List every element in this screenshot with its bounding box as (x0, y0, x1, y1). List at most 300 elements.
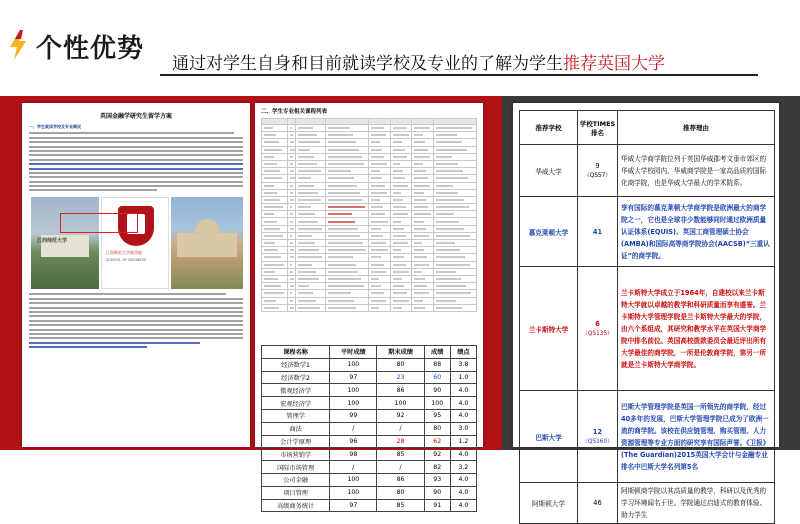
header-school: 推荐学校 (520, 111, 578, 145)
grid-row (262, 247, 477, 254)
page-subtitle (172, 49, 665, 74)
grades-cell-regular: 99 (330, 409, 377, 422)
grid-cell (296, 240, 326, 247)
grades-cell-final: 23 (377, 371, 424, 384)
grid-cell (262, 132, 288, 139)
grid-cell (369, 254, 391, 261)
grades-cell-score: 88 (424, 358, 450, 371)
grades-cell-course: 管理学 (262, 409, 330, 422)
grid-cell (326, 268, 369, 275)
grades-cell-regular: 97 (330, 371, 377, 384)
grades-cell-course: 高级商务统计 (262, 499, 330, 512)
grid-cell (390, 240, 412, 247)
grid-cell (369, 182, 391, 189)
recommendation-row (520, 483, 775, 524)
grid-cell (412, 168, 434, 175)
grid-cell (326, 160, 369, 167)
grid-cell (390, 182, 412, 189)
grades-cell-course: 项目管理 (262, 486, 330, 499)
grid-cell (262, 211, 288, 218)
grid-cell (433, 189, 476, 196)
grid-cell (369, 132, 391, 139)
grid-cell (287, 175, 296, 182)
grades-row (262, 448, 477, 461)
grid-cell (296, 247, 326, 254)
recommendation-document (513, 103, 779, 519)
doc1-section-heading: 一、学生就读学校及专业概况 (29, 124, 81, 129)
grades-table (261, 345, 477, 512)
grid-row (262, 175, 477, 182)
grid-cell (262, 268, 288, 275)
grid-cell (369, 304, 391, 311)
grid-cell (412, 304, 434, 311)
grid-row (262, 153, 477, 160)
grid-cell (369, 268, 391, 275)
grid-cell (326, 304, 369, 311)
grades-cell-score: 91 (424, 499, 450, 512)
grades-cell-regular: 97 (330, 499, 377, 512)
grades-cell-gpa: 3.2 (450, 461, 476, 474)
grades-header-course: 课程名称 (262, 346, 330, 359)
grades-cell-gpa: 4.0 (450, 486, 476, 499)
grades-cell-score: 80 (424, 422, 450, 435)
grades-cell-final: 85 (377, 448, 424, 461)
grades-cell-score: 60 (424, 371, 450, 384)
grid-cell (326, 132, 369, 139)
grid-cell (412, 275, 434, 282)
grid-cell (369, 175, 391, 182)
grid-cell (296, 204, 326, 211)
grid-cell (412, 204, 434, 211)
grid-cell (412, 290, 434, 297)
grid-cell (326, 168, 369, 175)
school-rank (578, 145, 618, 197)
grid-cell (287, 196, 296, 203)
grid-cell (296, 139, 326, 146)
grid-cell (369, 189, 391, 196)
grid-cell (296, 304, 326, 311)
photo2-label: 江西师范大学商学院 (106, 250, 142, 256)
grades-cell-regular: 100 (330, 397, 377, 410)
grid-cell (412, 283, 434, 290)
grid-row (262, 160, 477, 167)
recommendation-row (520, 197, 775, 267)
grid-cell (369, 196, 391, 203)
grades-cell-gpa: 1.2 (450, 435, 476, 448)
grades-row (262, 371, 477, 384)
grid-cell (262, 204, 288, 211)
grid-cell (326, 254, 369, 261)
grid-cell (287, 153, 296, 160)
course-list-document (255, 103, 483, 510)
grid-cell (390, 283, 412, 290)
photo2-sublabel: SCHOOL OF BUSINESS (106, 258, 147, 263)
grid-cell (326, 153, 369, 160)
grid-row (262, 254, 477, 261)
grid-row (262, 182, 477, 189)
grades-cell-final: 85 (377, 499, 424, 512)
grades-cell-gpa: 4.0 (450, 448, 476, 461)
grid-cell (412, 218, 434, 225)
grid-cell (433, 247, 476, 254)
header-reason: 推荐理由 (618, 111, 775, 145)
grid-cell (390, 290, 412, 297)
grid-cell (287, 211, 296, 218)
grid-cell (326, 211, 369, 218)
grid-cell (262, 240, 288, 247)
grid-cell (287, 297, 296, 304)
grid-cell (262, 139, 288, 146)
grid-row (262, 232, 477, 239)
university-gate-photo (31, 197, 99, 289)
grades-cell-score: 62 (424, 435, 450, 448)
title-underline (160, 74, 758, 76)
grid-cell (433, 218, 476, 225)
grid-cell (390, 168, 412, 175)
grid-cell (287, 247, 296, 254)
grid-cell (296, 189, 326, 196)
grid-cell (296, 132, 326, 139)
grid-cell (287, 132, 296, 139)
grid-cell (296, 125, 326, 132)
grid-cell (412, 182, 434, 189)
grid-cell (262, 182, 288, 189)
grid-cell (390, 225, 412, 232)
grid-cell (262, 196, 288, 203)
grid-cell (390, 211, 412, 218)
grades-cell-score: 92 (424, 448, 450, 461)
grades-row (262, 422, 477, 435)
grid-cell (326, 218, 369, 225)
recommendation-reason: 巴斯大学管理学院是英国一所领先的商学院，经过40多年的发展，巴斯大学管理学院已成为了欧洲一流的商学院。该校在供应链管理、购买管理、人力资源管理等专业方面的研究享有国际声誉。《卫报》(The Guardian)2015英国大学会计与金融专业排名中巴斯大学名列第5名 (618, 391, 775, 483)
grades-cell-course: 会计学原理 (262, 435, 330, 448)
grid-cell (412, 247, 434, 254)
grid-cell (390, 218, 412, 225)
grid-cell (262, 297, 288, 304)
grades-row (262, 473, 477, 486)
grid-cell (296, 254, 326, 261)
grades-cell-regular: / (330, 461, 377, 474)
school-rank (578, 483, 618, 524)
grid-cell (326, 297, 369, 304)
grid-row (262, 125, 477, 132)
grid-cell (412, 146, 434, 153)
grid-cell (296, 232, 326, 239)
grid-cell (433, 182, 476, 189)
grid-cell (262, 125, 288, 132)
grades-cell-course: 经济数学1 (262, 358, 330, 371)
grid-cell (326, 139, 369, 146)
grid-cell (287, 204, 296, 211)
grid-cell (433, 146, 476, 153)
grid-row (262, 268, 477, 275)
recommendation-row (520, 267, 775, 391)
grid-cell (369, 160, 391, 167)
grid-cell (412, 232, 434, 239)
grid-cell (369, 153, 391, 160)
doc2-section-heading: 二、学生专业相关课程列表 (261, 109, 328, 115)
grid-cell (326, 275, 369, 282)
grid-cell (369, 204, 391, 211)
grid-cell (390, 153, 412, 160)
grid-cell (296, 160, 326, 167)
recommendation-row (520, 145, 775, 197)
grid-row (262, 204, 477, 211)
recommendation-table (519, 110, 775, 524)
grid-cell (390, 189, 412, 196)
grid-cell (433, 304, 476, 311)
highlight-box (60, 213, 138, 233)
grades-cell-gpa: 1.0 (450, 371, 476, 384)
grid-cell (369, 232, 391, 239)
grid-cell (287, 189, 296, 196)
grades-cell-score: 93 (424, 473, 450, 486)
grades-row (262, 384, 477, 397)
rank-value: 12 (592, 428, 603, 436)
grid-cell (262, 225, 288, 232)
grades-cell-final: 80 (377, 358, 424, 371)
school-rank (578, 391, 618, 483)
recommendation-reason: 享有国际的慕克莱顿大学商学院是欧洲最大的商学院之一，它也是全球非少数能够同时通过欧洲质量认证体系(EQUIS)、英国工商管理硕士协会(AMBA)和国际高等商学院协会(AACSB)“三重认证”的商学院。 (618, 197, 775, 267)
grid-cell (262, 261, 288, 268)
grid-cell (390, 204, 412, 211)
school-name: 兰卡斯特大学 (520, 267, 578, 391)
grid-cell (369, 125, 391, 132)
grid-cell (287, 254, 296, 261)
grid-cell (287, 125, 296, 132)
doc1-title: 英国金融学研究生留学方案 (99, 113, 172, 120)
grid-cell (262, 175, 288, 182)
grades-cell-course: 公司金融 (262, 473, 330, 486)
rank-qs: （QS135） (582, 331, 613, 337)
grid-cell (287, 160, 296, 167)
grid-cell (412, 132, 434, 139)
grid-cell (369, 218, 391, 225)
grades-cell-course: 市场营销学 (262, 448, 330, 461)
grades-cell-final: 28 (377, 435, 424, 448)
grid-cell (412, 240, 434, 247)
grid-cell (287, 139, 296, 146)
doc1-paragraph (29, 132, 243, 191)
grid-cell (390, 304, 412, 311)
doc1-photos (29, 197, 243, 289)
grid-cell (262, 304, 288, 311)
school-name: 慕克莱顿大学 (520, 197, 578, 267)
grid-cell (287, 290, 296, 297)
grid-cell (412, 225, 434, 232)
grid-cell (296, 268, 326, 275)
grid-cell (296, 261, 326, 268)
recommendation-header-row (520, 111, 775, 145)
grid-cell (412, 297, 434, 304)
grid-cell (369, 168, 391, 175)
grades-cell-regular: 100 (330, 358, 377, 371)
grid-cell (390, 268, 412, 275)
grid-cell (433, 225, 476, 232)
grades-cell-final: / (377, 461, 424, 474)
grid-cell (287, 218, 296, 225)
recommendation-row (520, 391, 775, 483)
grid-cell (262, 247, 288, 254)
grid-cell (369, 139, 391, 146)
grid-cell (296, 290, 326, 297)
photo1-label: 江西师范大学 (37, 238, 68, 245)
business-school-logo (101, 197, 169, 289)
grid-cell (390, 196, 412, 203)
grid-cell (262, 168, 288, 175)
grid-cell (287, 168, 296, 175)
grid-cell (369, 283, 391, 290)
grid-cell (390, 160, 412, 167)
grades-cell-gpa: 4.0 (450, 397, 476, 410)
grid-cell (433, 254, 476, 261)
grid-cell (390, 175, 412, 182)
grid-cell (326, 175, 369, 182)
school-rank (578, 197, 618, 267)
grid-cell (287, 225, 296, 232)
grades-row (262, 499, 477, 512)
grid-cell (296, 283, 326, 290)
grades-cell-regular: / (330, 422, 377, 435)
grid-cell (326, 261, 369, 268)
school-rank (578, 267, 618, 391)
grades-cell-course: 商法 (262, 422, 330, 435)
grades-cell-course: 微观经济学 (262, 384, 330, 397)
grades-cell-score: 90 (424, 486, 450, 499)
grid-cell (412, 261, 434, 268)
grades-cell-regular: 100 (330, 486, 377, 499)
grades-cell-gpa: 4.0 (450, 499, 476, 512)
grades-header-score: 成绩 (424, 346, 450, 359)
grid-cell (369, 211, 391, 218)
grid-cell (412, 189, 434, 196)
grid-cell (412, 268, 434, 275)
grid-cell (262, 290, 288, 297)
grid-cell (433, 297, 476, 304)
grid-cell (433, 196, 476, 203)
grid-cell (262, 275, 288, 282)
grid-cell (262, 160, 288, 167)
grades-cell-score: 95 (424, 409, 450, 422)
grid-cell (326, 283, 369, 290)
grades-cell-course: 宏观经济学 (262, 397, 330, 410)
grid-cell (326, 146, 369, 153)
grid-cell (326, 232, 369, 239)
grades-cell-regular: 100 (330, 473, 377, 486)
grades-cell-regular: 100 (330, 384, 377, 397)
grid-cell (390, 247, 412, 254)
grid-cell (433, 240, 476, 247)
grid-cell (287, 304, 296, 311)
header-rank: 学校TIMES排名 (578, 111, 618, 145)
grid-cell (433, 290, 476, 297)
rank-qs: （QS57） (583, 173, 612, 179)
grid-cell (433, 283, 476, 290)
grid-row (262, 304, 477, 311)
grid-row (262, 261, 477, 268)
grid-cell (296, 196, 326, 203)
grades-cell-final: 86 (377, 473, 424, 486)
grades-header-final: 期末成绩 (377, 346, 424, 359)
grid-cell (369, 297, 391, 304)
grades-cell-final: 100 (377, 397, 424, 410)
grid-row (262, 290, 477, 297)
grid-cell (262, 189, 288, 196)
school-name: 阿斯顿大学 (520, 483, 578, 524)
grid-cell (390, 232, 412, 239)
grid-row (262, 297, 477, 304)
grid-row (262, 283, 477, 290)
recommendation-reason: 兰卡斯特大学成立于1964年，自建校以来兰卡斯特大学就以卓越的教学和科研质量而享有盛誉。兰卡斯特大学管理学院是兰卡斯特大学最大的学院，由六个系组成，其研究和教学水平在英国大学商学院中排名前位。英国高校拨款委员会最近评出所有大学最佳的商学院，一所是伦敦商学院，第另一所就是兰卡斯特大学商学院。 (618, 267, 775, 391)
rank-value: 41 (592, 227, 603, 236)
grid-cell (296, 175, 326, 182)
grid-cell (433, 160, 476, 167)
grades-cell-course: 经济数学2 (262, 371, 330, 384)
grid-cell (326, 290, 369, 297)
grades-row (262, 397, 477, 410)
grades-cell-gpa: 4.0 (450, 384, 476, 397)
grid-cell (390, 146, 412, 153)
grid-cell (412, 125, 434, 132)
grid-cell (433, 204, 476, 211)
grid-cell (326, 204, 369, 211)
grid-cell (296, 297, 326, 304)
grid-row (262, 168, 477, 175)
grid-row (262, 146, 477, 153)
grades-cell-final: / (377, 422, 424, 435)
grades-cell-regular: 98 (330, 448, 377, 461)
grid-cell (287, 283, 296, 290)
grid-cell (296, 153, 326, 160)
grid-cell (390, 132, 412, 139)
grid-row (262, 225, 477, 232)
grades-row (262, 409, 477, 422)
grades-cell-final: 80 (377, 486, 424, 499)
grid-cell (296, 211, 326, 218)
grid-cell (390, 275, 412, 282)
grades-cell-gpa: 4.0 (450, 473, 476, 486)
grid-row (262, 196, 477, 203)
grid-cell (369, 146, 391, 153)
grid-cell (326, 196, 369, 203)
grid-cell (390, 125, 412, 132)
grid-cell (369, 225, 391, 232)
rank-value: 6 (595, 320, 600, 328)
page-title: 个性优势 (36, 34, 145, 64)
grades-header-gpa: 绩点 (450, 346, 476, 359)
doc1-paragraph-2 (29, 293, 243, 348)
grid-cell (412, 175, 434, 182)
grid-cell (433, 261, 476, 268)
grid-cell (262, 153, 288, 160)
grid-cell (296, 275, 326, 282)
grid-cell (262, 283, 288, 290)
grid-cell (433, 132, 476, 139)
grid-cell (262, 232, 288, 239)
grades-cell-score: 100 (424, 397, 450, 410)
recommendation-reason: 华威大学商学院位列于英国华威郡考文垂市郊区的华威大学校园内，华威商学院是一家高品质的国际化商学院，也是华威大学最大的学术院系。 (618, 145, 775, 197)
grid-row (262, 139, 477, 146)
subtitle-highlight: 推荐英国大学 (563, 54, 665, 74)
grades-row (262, 435, 477, 448)
grades-header-regular: 平时成绩 (330, 346, 377, 359)
grid-row (262, 240, 477, 247)
study-plan-document (22, 103, 250, 447)
grades-cell-final: 92 (377, 409, 424, 422)
grid-cell (287, 146, 296, 153)
grid-cell (390, 261, 412, 268)
grid-row (262, 189, 477, 196)
